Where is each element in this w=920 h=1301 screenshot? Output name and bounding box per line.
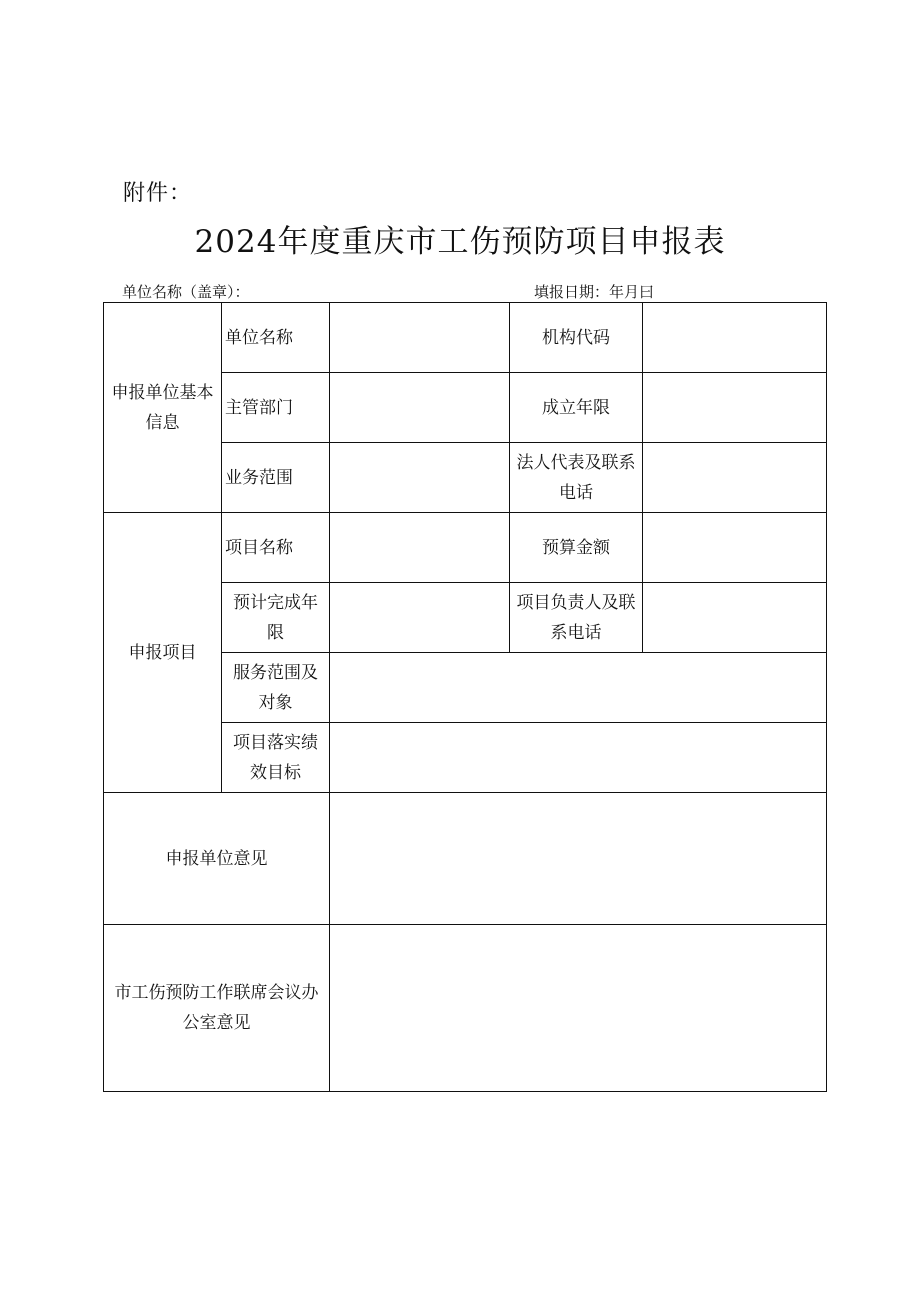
label-budget: 预算金额 [510, 513, 643, 583]
field-office-opinion[interactable] [330, 925, 827, 1092]
label-supervisor-dept: 主管部门 [222, 373, 330, 443]
field-supervisor-dept[interactable] [330, 373, 510, 443]
field-project-name[interactable] [330, 513, 510, 583]
field-org-code[interactable] [643, 303, 827, 373]
field-leader-phone[interactable] [643, 583, 827, 653]
label-org-code: 机构代码 [510, 303, 643, 373]
field-applicant-opinion[interactable] [330, 793, 827, 925]
field-business-scope[interactable] [330, 443, 510, 513]
label-project-name: 项目名称 [222, 513, 330, 583]
page-title: 2024年度重庆市工伤预防项目申报表 [194, 224, 726, 260]
table-row [104, 925, 827, 1092]
label-applicant-opinion: 申报单位意见 [104, 793, 330, 925]
field-expected-completion[interactable] [330, 583, 510, 653]
label-expected-completion: 预计完成年限 [222, 583, 330, 653]
table-row [104, 513, 827, 583]
label-leader-phone: 项目负责人及联系电话 [510, 583, 643, 653]
label-business-scope: 业务范围 [222, 443, 330, 513]
field-established-years[interactable] [643, 373, 827, 443]
unit-name-label: 单位名称（盖章）： [122, 283, 250, 301]
section-project: 申报项目 [104, 513, 222, 793]
label-service-scope: 服务范围及对象 [222, 653, 330, 723]
field-budget[interactable] [643, 513, 827, 583]
label-established-years: 成立年限 [510, 373, 643, 443]
field-legal-rep-phone[interactable] [643, 443, 827, 513]
application-form-table [103, 302, 827, 1092]
field-service-scope[interactable] [330, 653, 827, 723]
table-row [104, 793, 827, 925]
field-performance-goal[interactable] [330, 723, 827, 793]
label-legal-rep-phone: 法人代表及联系电话 [510, 443, 643, 513]
label-unit-name: 单位名称 [222, 303, 330, 373]
field-unit-name[interactable] [330, 303, 510, 373]
section-basic-info: 申报单位基本信息 [104, 303, 222, 513]
label-office-opinion: 市工伤预防工作联席会议办公室意见 [104, 925, 330, 1092]
label-performance-goal: 项目落实绩效目标 [222, 723, 330, 793]
fill-date-label: 填报日期：年月曰 [534, 283, 655, 301]
attachment-label: 附件： [123, 181, 193, 206]
table-row [104, 303, 827, 373]
